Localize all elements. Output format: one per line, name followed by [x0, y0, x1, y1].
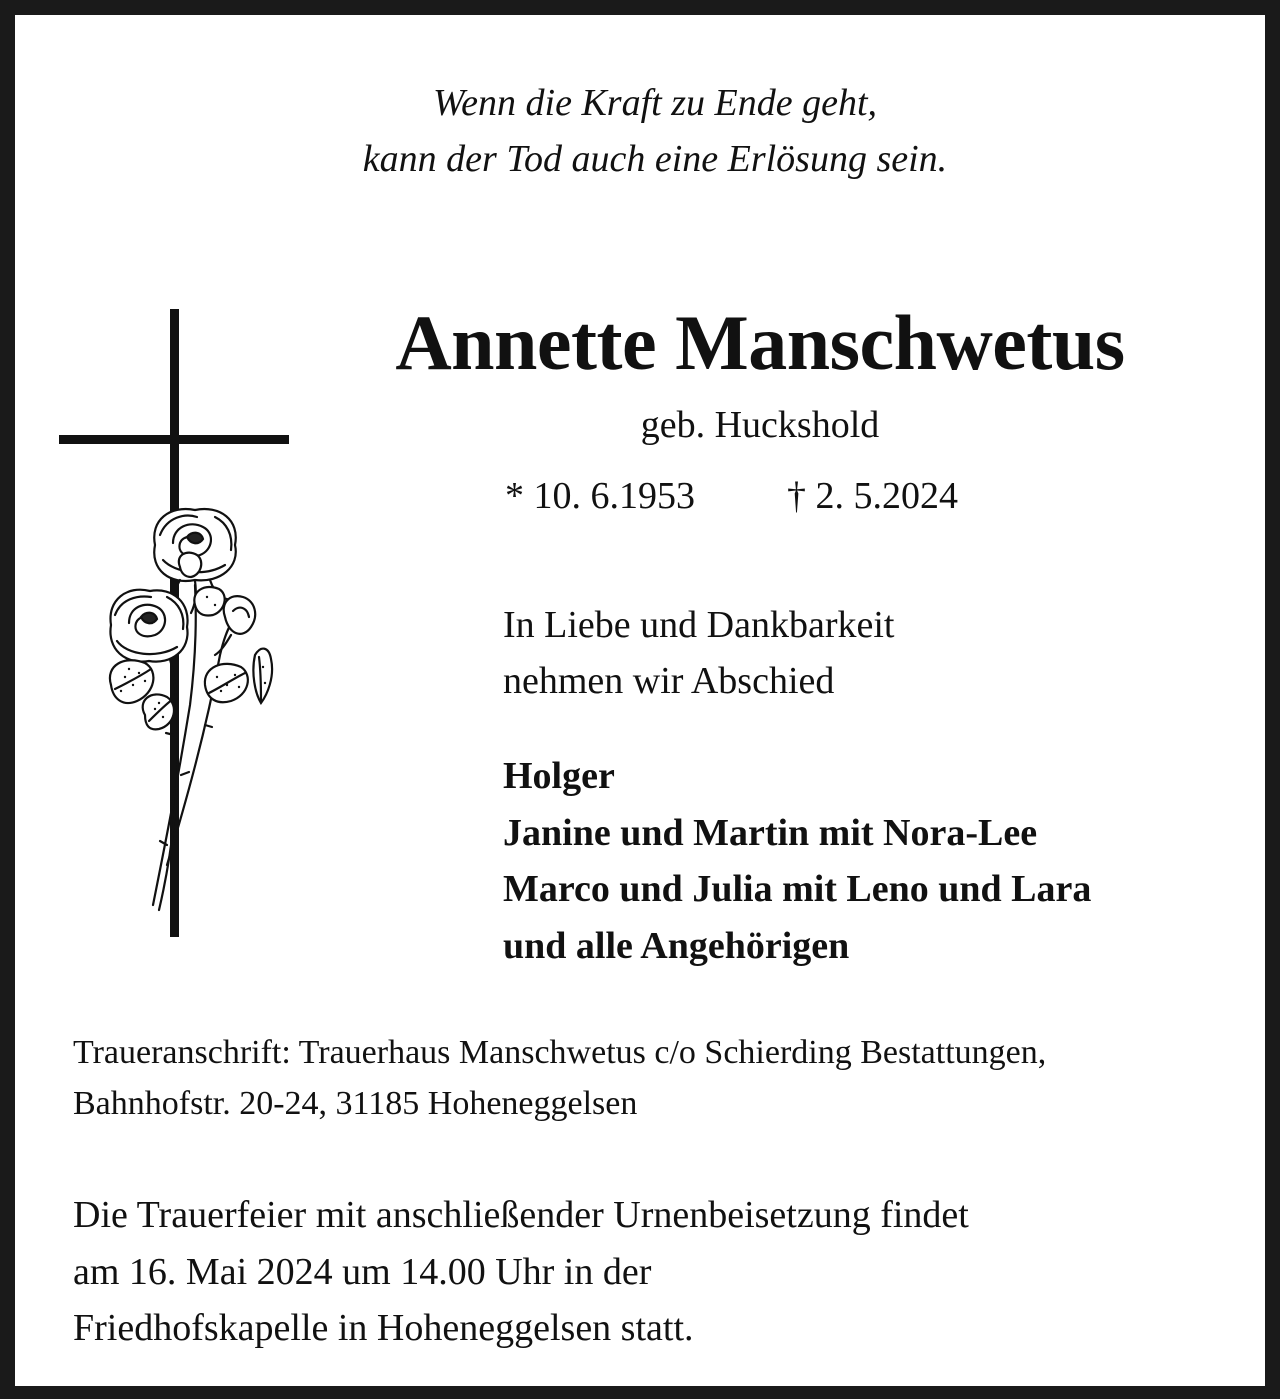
deceased-name: Annette Manschwetus	[395, 299, 1125, 386]
maiden-name: geb. Huckshold	[640, 404, 880, 446]
motto-line-2: kann der Tod auch eine Erlösung sein.	[362, 138, 948, 180]
mourning-address	[73, 1027, 1046, 1129]
farewell-line-2: nehmen wir Abschied	[503, 660, 835, 702]
ceremony-line-2: am 16. Mai 2024 um 14.00 Uhr in der	[73, 1250, 652, 1293]
birth-date: * 10. 6.1953	[505, 475, 695, 517]
mourner-line: Marco und Julia mit Leno und Lara	[503, 868, 1092, 910]
cross-with-roses	[55, 305, 295, 945]
address-line-1: Traueranschrift: Trauerhaus Manschwetus c/o Schierding Bestattungen,	[73, 1034, 1047, 1071]
ceremony-line-1: Die Trauerfeier mit anschließender Urnenbeisetzung findet	[73, 1194, 969, 1236]
rose-bouquet-icon	[110, 509, 272, 910]
mourners-list	[503, 748, 1091, 974]
motto-quote	[15, 75, 1280, 187]
ceremony-line-3: Friedhofskapelle in Hoheneggelsen statt.	[73, 1307, 694, 1349]
mourner-line: Janine und Martin mit Nora-Lee	[503, 811, 1038, 854]
mourner-line: Holger	[503, 755, 615, 797]
farewell-text	[503, 597, 894, 709]
death-date: † 2. 5.2024	[787, 475, 958, 517]
address-line-2: Bahnhofstr. 20-24, 31185 Hoheneggelsen	[73, 1085, 638, 1122]
farewell-line-1: In Liebe und Dankbarkeit	[503, 604, 895, 646]
mourner-line: und alle Angehörigen	[503, 924, 850, 967]
life-dates	[505, 470, 958, 522]
ceremony-info	[73, 1187, 969, 1357]
motto-line-1: Wenn die Kraft zu Ende geht,	[433, 82, 877, 124]
